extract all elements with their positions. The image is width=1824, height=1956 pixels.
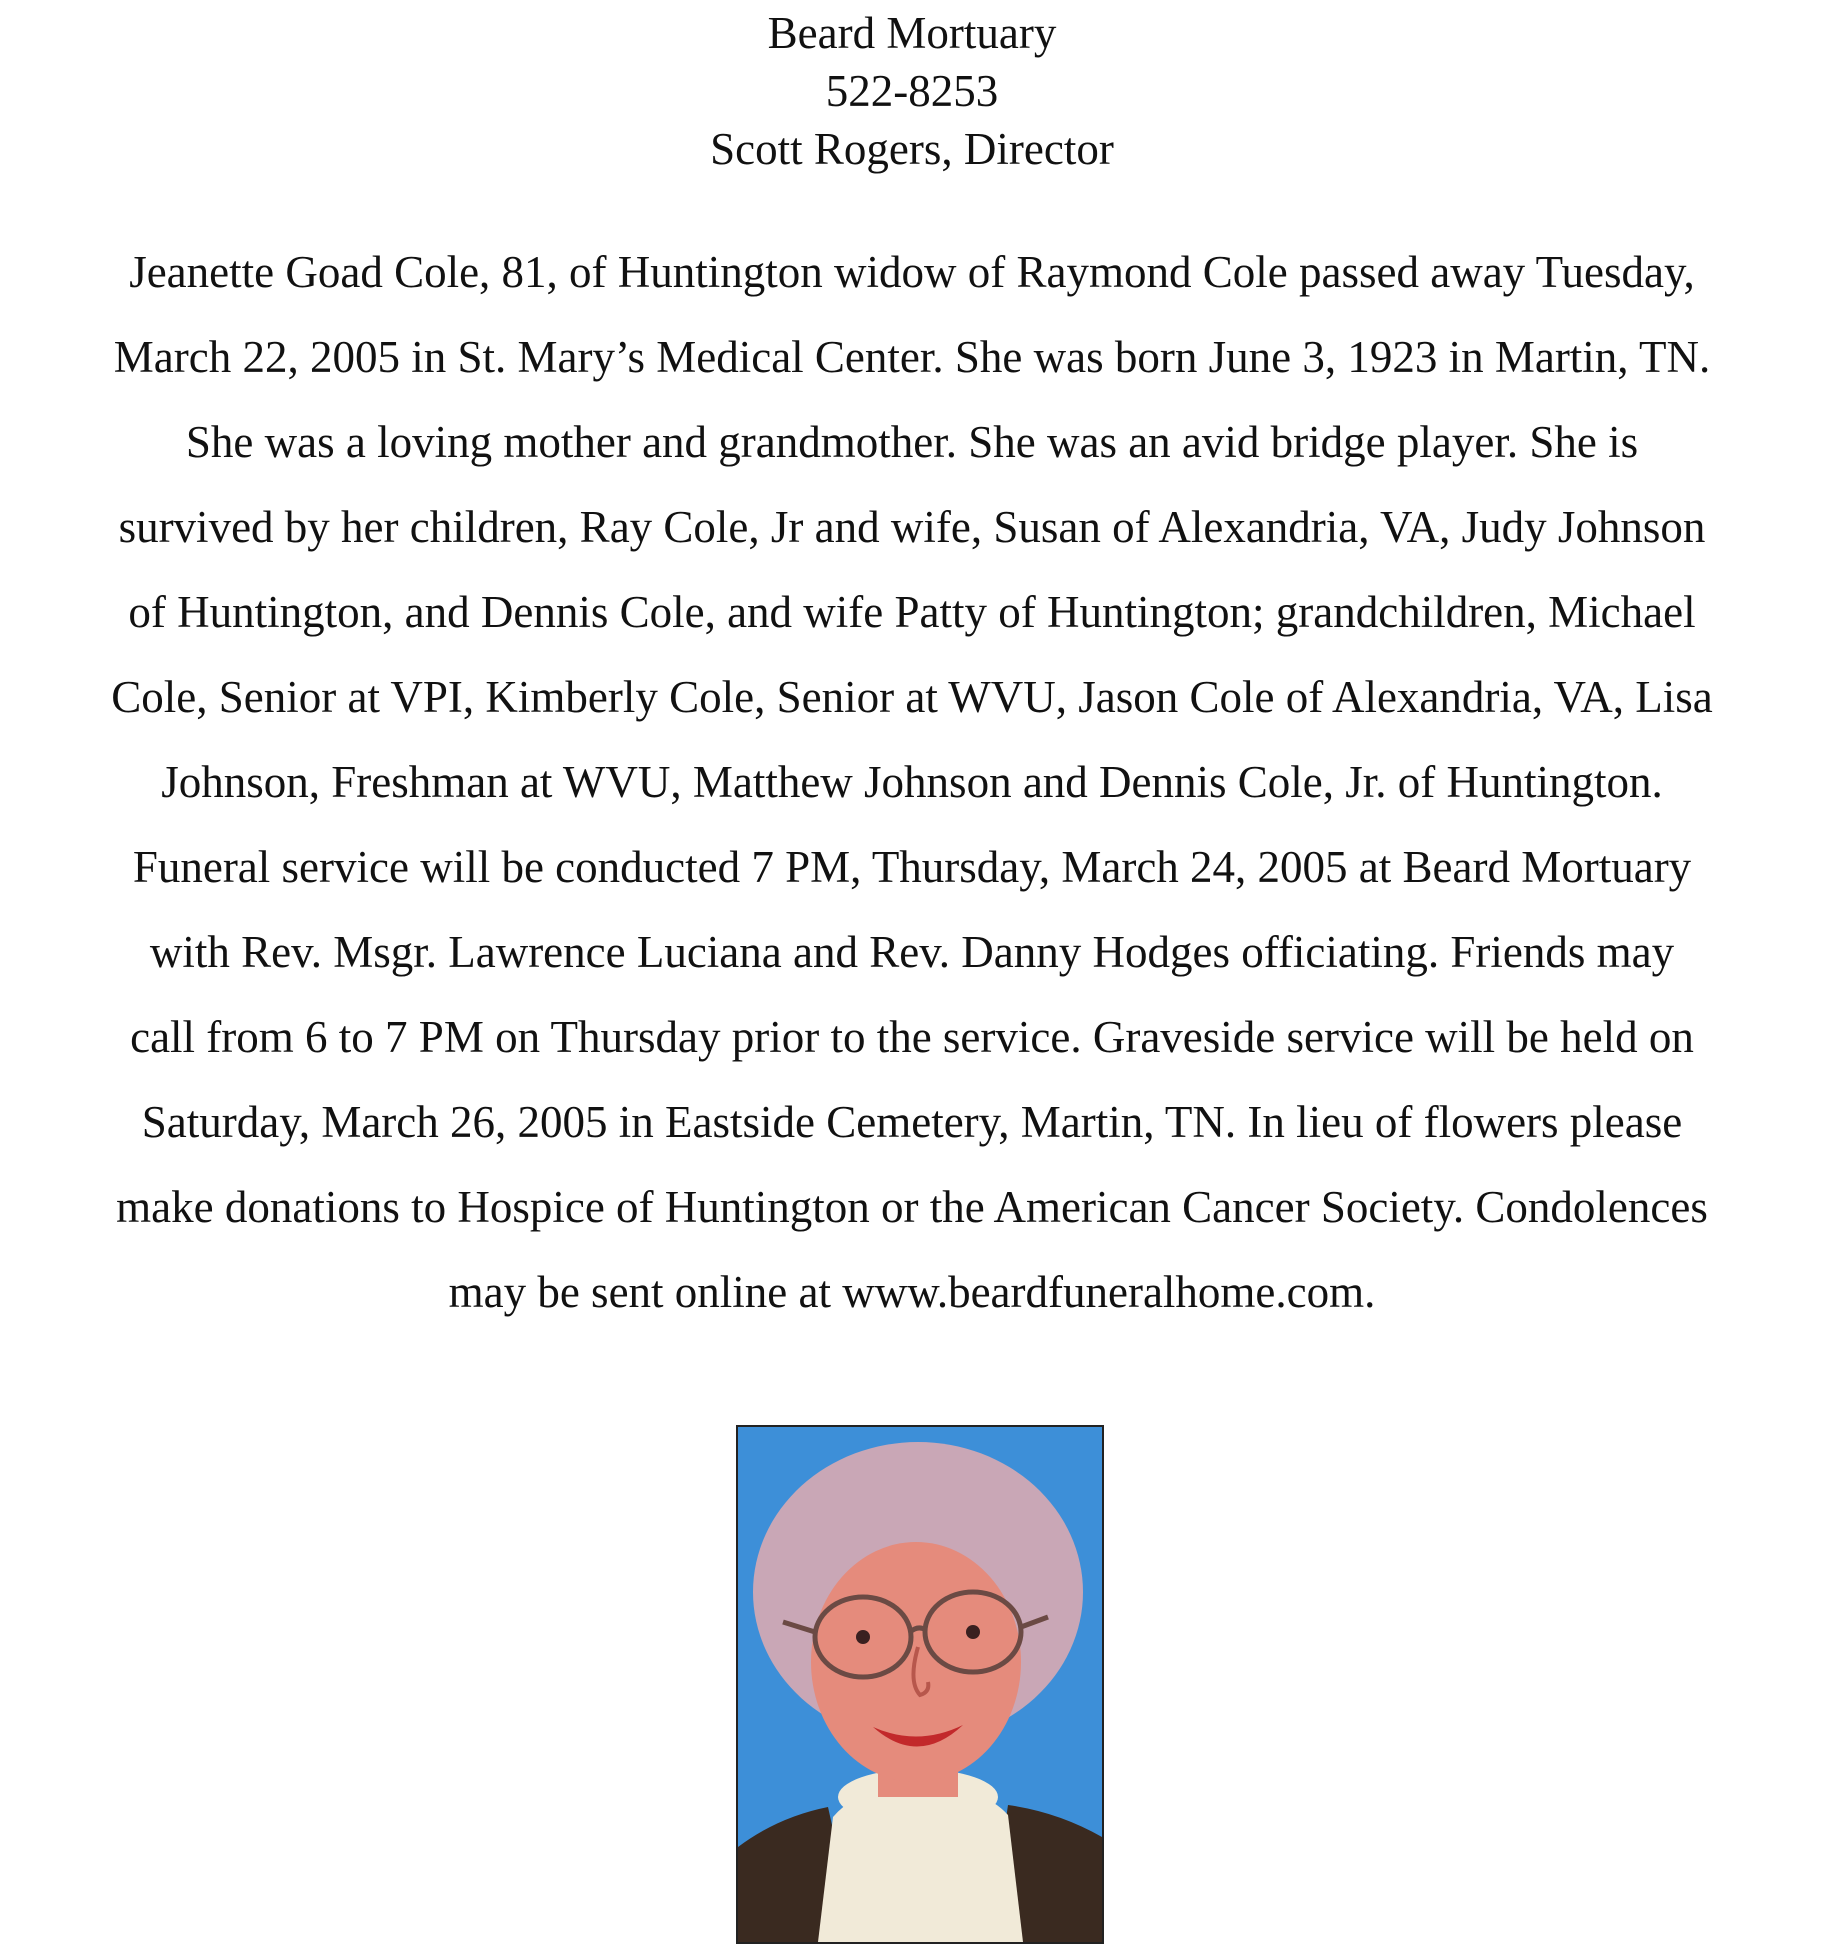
mortuary-header [0,4,1824,178]
obituary-line: survived by her children, Ray Cole, Jr and wife, Susan of Alexandria, VA, Judy Johnson [118,502,1706,552]
obituary-line: of Huntington, and Dennis Cole, and wife Patty of Huntington; grandchildren, Michael [128,587,1696,637]
obituary-line: Johnson, Freshman at WVU, Matthew Johnson and Dennis Cole, Jr. of Huntington. [161,757,1663,807]
obituary-line: make donations to Hospice of Huntington or the American Cancer Society. Condolences [116,1182,1708,1232]
mortuary-director: Scott Rogers, Director [710,124,1114,174]
right-eye [966,1625,980,1639]
mortuary-name: Beard Mortuary [767,8,1057,58]
obituary-line: may be sent online at www.beardfuneralhome.com. [448,1267,1376,1317]
obituary-line: Saturday, March 26, 2005 in Eastside Cemetery, Martin, TN. In lieu of flowers please [141,1097,1683,1147]
obituary-line: March 22, 2005 in St. Mary’s Medical Center. She was born June 3, 1923 in Martin, TN. [113,332,1711,382]
obituary-line: with Rev. Msgr. Lawrence Luciana and Rev. Danny Hodges officiating. Friends may [149,927,1675,977]
obituary-line: Jeanette Goad Cole, 81, of Huntington widow of Raymond Cole passed away Tuesday, [129,247,1695,297]
obituary-line: Funeral service will be conducted 7 PM, Thursday, March 24, 2005 at Beard Mortuary [132,842,1692,892]
mortuary-phone: 522-8253 [825,66,999,116]
obituary-line: call from 6 to 7 PM on Thursday prior to the service. Graveside service will be held on [130,1012,1694,1062]
obituary-line: Cole, Senior at VPI, Kimberly Cole, Senior at WVU, Jason Cole of Alexandria, VA, Lisa [111,672,1713,722]
left-eye [856,1630,870,1644]
portrait-illustration [738,1427,1102,1942]
portrait-photo [736,1425,1104,1944]
obituary-line: She was a loving mother and grandmother. She was an avid bridge player. She is [185,417,1639,467]
obituary-text [10,230,1814,1335]
